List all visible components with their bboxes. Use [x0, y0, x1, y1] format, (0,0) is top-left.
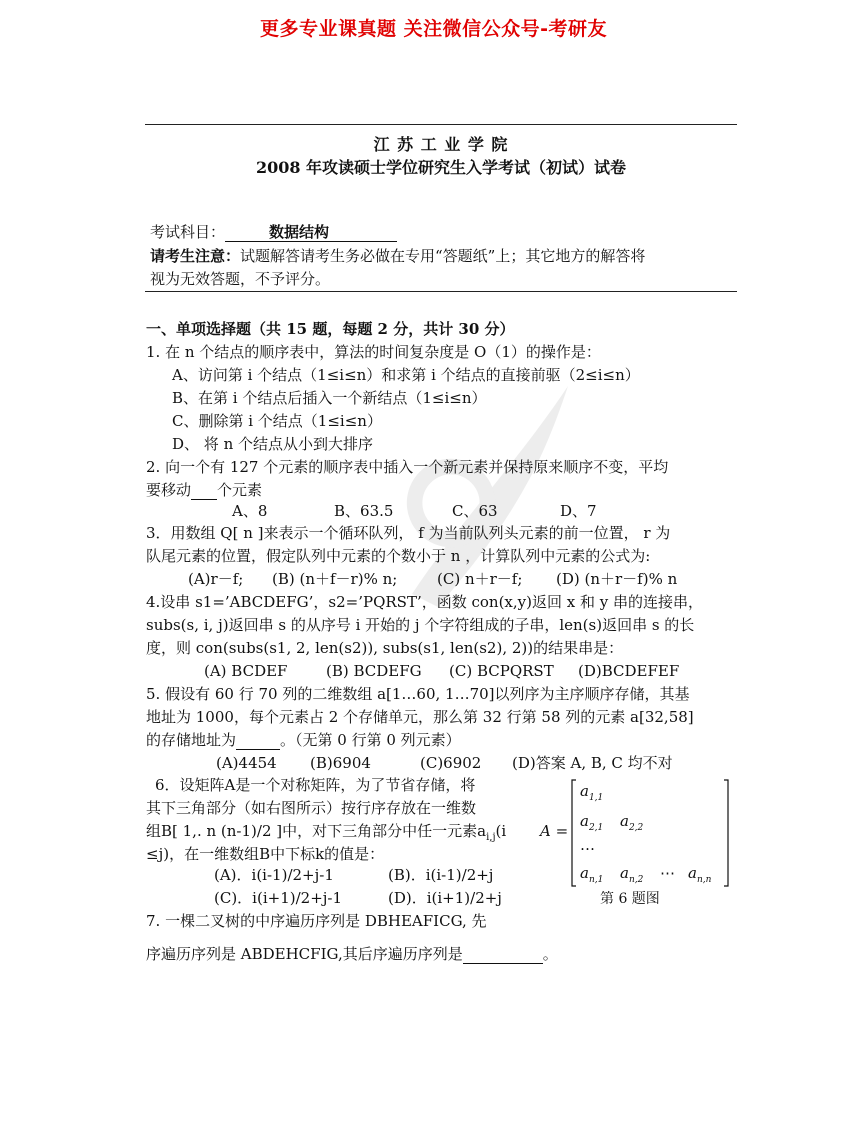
section-title: 一、单项选择题（共 15 题，每题 2 分，共计 30 分）: [146, 320, 515, 338]
q2-line-2: 要移动 个元素: [146, 481, 263, 499]
q1-option-a: A、访问第 i 个结点（1≤i≤n）和求第 i 个结点的直接前驱（2≤i≤n）: [172, 366, 640, 384]
matrix-a21: $a_{2,1}$: [580, 812, 604, 833]
promo-banner: 更多专业课真题 关注微信公众号-考研友: [259, 18, 607, 40]
q4-line-2: subs(s, i, j)返回串 s 的从序号 i 开始的 j 个字符组成的子串，len(s)返回串 s 的长: [146, 616, 695, 634]
matrix-lhs: A =: [540, 822, 569, 840]
q3-line-2: 队尾元素的位置，假定队列中元素的个数小于 n ，计算队列中元素的公式为:: [146, 547, 651, 565]
q3-option-b: (B) (n＋f－r)% n;: [272, 570, 398, 588]
q3-option-c: (C) n＋r－f;: [437, 570, 523, 588]
q1-stem: 1. 在 n 个结点的顺序表中，算法的时间复杂度是 O（1）的操作是：: [146, 343, 601, 361]
matrix-a22: $a_{2,2}$: [620, 812, 644, 833]
q5-option-a: (A)4454: [216, 754, 277, 772]
notice-line-1: 请考生注意：试题解答请考生务必做在专用“答题纸”上；其它地方的解答将: [150, 247, 646, 265]
matrix-hdots: ⋯: [660, 864, 675, 882]
q3-option-d: (D) (n＋r－f)% n: [556, 570, 678, 588]
bottom-rule: [145, 291, 737, 292]
q1-option-c: C、删除第 i 个结点（1≤i≤n）: [172, 412, 382, 430]
q4-option-a: (A) BCDEF: [204, 662, 288, 680]
q2-blank: [191, 481, 217, 500]
q2-option-c: C、63: [452, 502, 498, 520]
q6-line-2: 其下三角部分（如右图所示）按行序存放在一维数: [146, 799, 477, 817]
q5-option-d: (D)答案 A, B, C 均不对: [512, 754, 673, 772]
matrix-a11: $a_{1,1}$: [580, 782, 604, 803]
q6-matrix-figure: [540, 778, 730, 888]
top-rule: [145, 124, 737, 125]
q4-option-b: (B) BCDEFG: [326, 662, 422, 680]
matrix-vdots: …: [580, 836, 595, 854]
q5-line-2: 地址为 1000，每个元素占 2 个存储单元，那么第 32 行第 58 列的元素 a[32,58]: [146, 708, 694, 726]
notice-label: 请考生注意：: [150, 247, 241, 265]
q5-line-1: 5. 假设有 60 行 70 列的二维数组 a[1…60, 1…70]以列序为主序顺序存储，其基: [146, 685, 690, 703]
q7-blank: [463, 945, 543, 964]
exam-title: 2008 年攻读硕士学位研究生入学考试（初试）试卷: [255, 158, 627, 177]
q4-line-3: 度，则 con(subs(s1, 2, len(s2)), subs(s1, len(s2), 2))的结果串是：: [146, 639, 624, 657]
subject-label: 考试科目：: [150, 223, 226, 241]
q7-line-2: 序遍历序列是 ABDEHCFIG,其后序遍历序列是 。: [146, 945, 558, 963]
q1-option-b: B、在第 i 个结点后插入一个新结点（1≤i≤n）: [172, 389, 487, 407]
subject-value: 数据结构: [225, 223, 397, 242]
q2-line-1: 2. 向一个有 127 个元素的顺序表中插入一个新元素并保持原来顺序不变，平均: [146, 458, 669, 476]
q2-option-b: B、63.5: [334, 502, 394, 520]
q3-line-1: 3．用数组 Q[ n ]来表示一个循环队列， f 为当前队列头元素的前一位置， r 为: [146, 524, 671, 542]
q5-option-b: (B)6904: [310, 754, 371, 772]
q6-figure-caption: 第 6 题图: [600, 891, 660, 907]
q4-option-c: (C) BCPQRST: [449, 662, 554, 680]
q6-option-b: (B)．i(i-1)/2+j: [388, 866, 494, 884]
matrix-ann: $a_{n,n}$: [688, 864, 712, 885]
q4-option-d: (D)BCDEFEF: [578, 662, 680, 680]
matrix-an1: $a_{n,1}$: [580, 864, 604, 885]
q6-option-c: (C)．i(i+1)/2+j-1: [214, 889, 343, 907]
q5-blank: [236, 731, 280, 750]
q2-option-a: A、8: [232, 502, 268, 520]
matrix-an2: $a_{n,2}$: [620, 864, 644, 885]
notice-line-2: 视为无效答题，不予评分。: [150, 270, 331, 288]
q4-line-1: 4.设串 s1=’ABCDEFG’，s2=’PQRST’，函数 con(x,y)返回 x 和 y 串的连接串，: [146, 593, 703, 611]
q6-line-1: 6．设矩阵A是一个对称矩阵，为了节省存储，将: [155, 776, 476, 794]
subject-line: [150, 223, 397, 242]
q6-line-4: ≤j)，在一维数组B中下标k的值是：: [146, 845, 385, 863]
q3-option-a: (A)r－f;: [188, 570, 244, 588]
q6-option-a: (A)．i(i-1)/2+j-1: [214, 866, 334, 884]
q7-line-1: 7. 一棵二叉树的中序遍历序列是 DBHEAFICG, 先: [146, 912, 487, 930]
school-name: 江 苏 工 业 学 院: [373, 135, 509, 154]
q2-option-d: D、7: [560, 502, 597, 520]
q6-option-d: (D)．i(i+1)/2+j: [388, 889, 502, 907]
q1-option-d: D、 将 n 个结点从小到大排序: [172, 435, 373, 453]
q5-line-3: 的存储地址为 。（无第 0 行第 0 列元素）: [146, 731, 461, 749]
q5-option-c: (C)6902: [420, 754, 482, 772]
q6-line-3: 组B[ 1,. n (n-1)/2 ]中，对下三角部分中任一元素$a_{i,j}(i$: [146, 822, 507, 843]
